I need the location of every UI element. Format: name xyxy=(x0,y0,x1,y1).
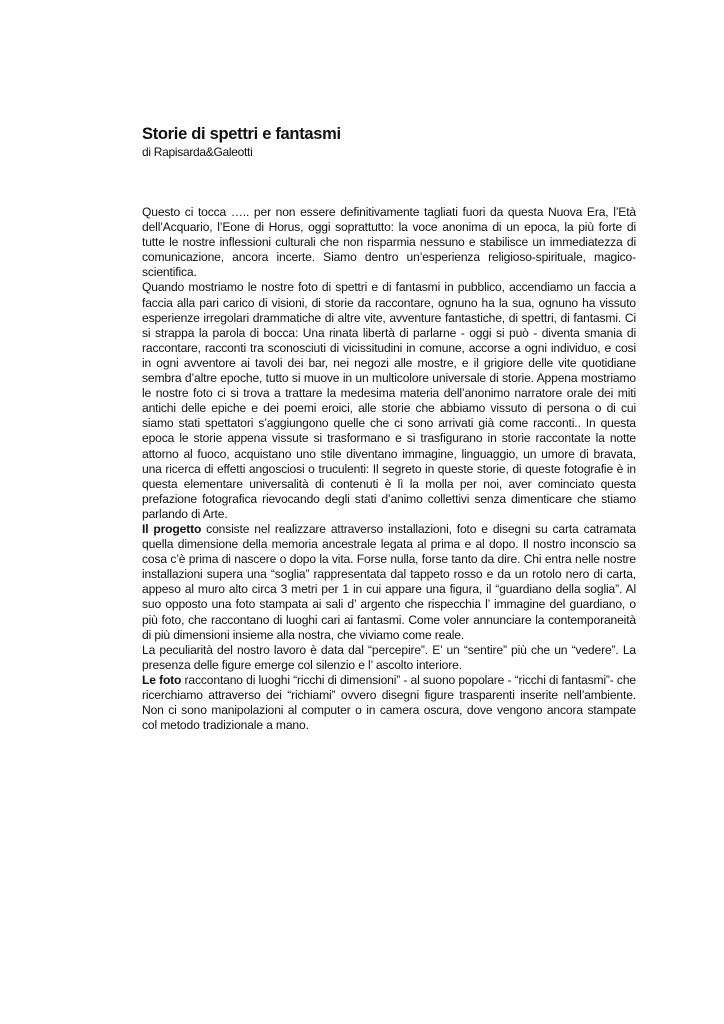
paragraph-5 xyxy=(142,673,636,733)
paragraph-1 xyxy=(142,205,636,280)
paragraph-3 xyxy=(142,522,636,643)
document-body xyxy=(142,205,636,733)
paragraph-4 xyxy=(142,643,636,673)
paragraph-4-text: La peculiarità del nostro lavoro è data dal “percepire”. E’ un “sentire” più che un “vedere”. La presenza delle figure emerge col silenzio e l’ ascolto interiore. xyxy=(142,642,636,672)
paragraph-3-lead: Il progetto xyxy=(142,521,202,536)
paragraph-2-text: Quando mostriamo le nostre foto di spettri e di fantasmi in pubblico, accendiamo un faccia a faccia alla pari carico di visioni, di storie da raccontare, ognuno ha la sua, ognuno ha vissuto esperienze irregolari drammatiche di altre vite, avventure fantastiche, di spettri, di fantasmi. Ci si strappa la parola di bocca: Una rinata libertà di parlarne - oggi si può - diventa smania di raccontare, racconti tra sconosciuti di vicissitudini in comune, accorse a ogni individuo, e cosi in ogni avventore ai tavoli dei bar, nei negozi alle mostre, e il grigiore delle vite quotidiane sembra d’altre epoche, tutto si muove in un multicolore universale di storie. Appena mostriamo le nostre foto ci si trova a trattare la medesima materia dell’anonimo narratore orale dei miti antichi delle epiche e dei poemi eroici, alle storie che abbiamo vissuto di persona o di cui siamo stati spettatori s’aggiungono quelle che ci sono arrivati già come racconti.. In questa epoca le storie appena vissute si trasformano e si trasfigurano in storie raccontate la notte attorno al fuoco, acquistano uno stile diventano immagine, linguaggio, un umore di bravata, una ricerca di effetti angosciosi o truculenti: Il segreto in queste storie, di queste fotografie è in questa elementare universalità di contenuti è lì la molla per noi, aver cominciato questa prefazione fotografica rievocando degli stati d’animo collettivi senza dimenticare che stiamo parlando di Arte. xyxy=(142,280,636,521)
document-title: Storie di spettri e fantasmi xyxy=(142,125,341,143)
paragraph-1-text: Questo ci tocca ….. per non essere definitivamente tagliati fuori da questa Nuova Era, l’Età dell’Acquario, l’Eone di Horus, oggi soprattutto: la voce anonima di un epoca, la più forte di tutte le nostre inflessioni culturali che non risparmia nessuno e stabilisce un immediatezza di comunicazione, ancora incerte. Siamo dentro un’esperienza religioso-spirituale, magico-scientifica. xyxy=(142,205,636,280)
paragraph-5-lead: Le foto xyxy=(142,672,182,687)
paragraph-2 xyxy=(142,280,636,522)
paragraph-5-text: raccontano di luoghi “ricchi di dimensioni” - al suono popolare - “ricchi di fantasmi”- che ricerchiamo attraverso dei “richiami” ovvero disegni figure trasparenti inserite nell’ambiente. Non ci sono manipolazioni al computer o in camera oscura, dove vengono ancora stampate col metodo tradizionale a mano. xyxy=(142,672,636,733)
document-page xyxy=(142,125,636,733)
paragraph-3-text: consiste nel realizzare attraverso installazioni, foto e disegni su carta catramata quella dimensione della memoria ancestrale legata al prima e al dopo. Il nostro inconscio sa cosa c’è prima di nascere o dopo la vita. Forse nulla, forse tanto da dire. Chi entra nelle nostre installazioni supera una “soglia” rappresentata dal tappeto rosso e da un rotolo nero di carta, appeso al muro alto circa 3 metri per 1 in cui appare una figura, il “guardiano della soglia”. Al suo opposto una foto stampata ai sali d’ argento che rispecchia l’ immagine del guardiano, o più foto, che raccontano di luoghi cari ai fantasmi. Come voler annunciare la contemporaneità di più dimensioni insieme alla nostra, che viviamo come reale. xyxy=(142,521,636,642)
document-byline: di Rapisarda&Galeotti xyxy=(142,145,253,159)
